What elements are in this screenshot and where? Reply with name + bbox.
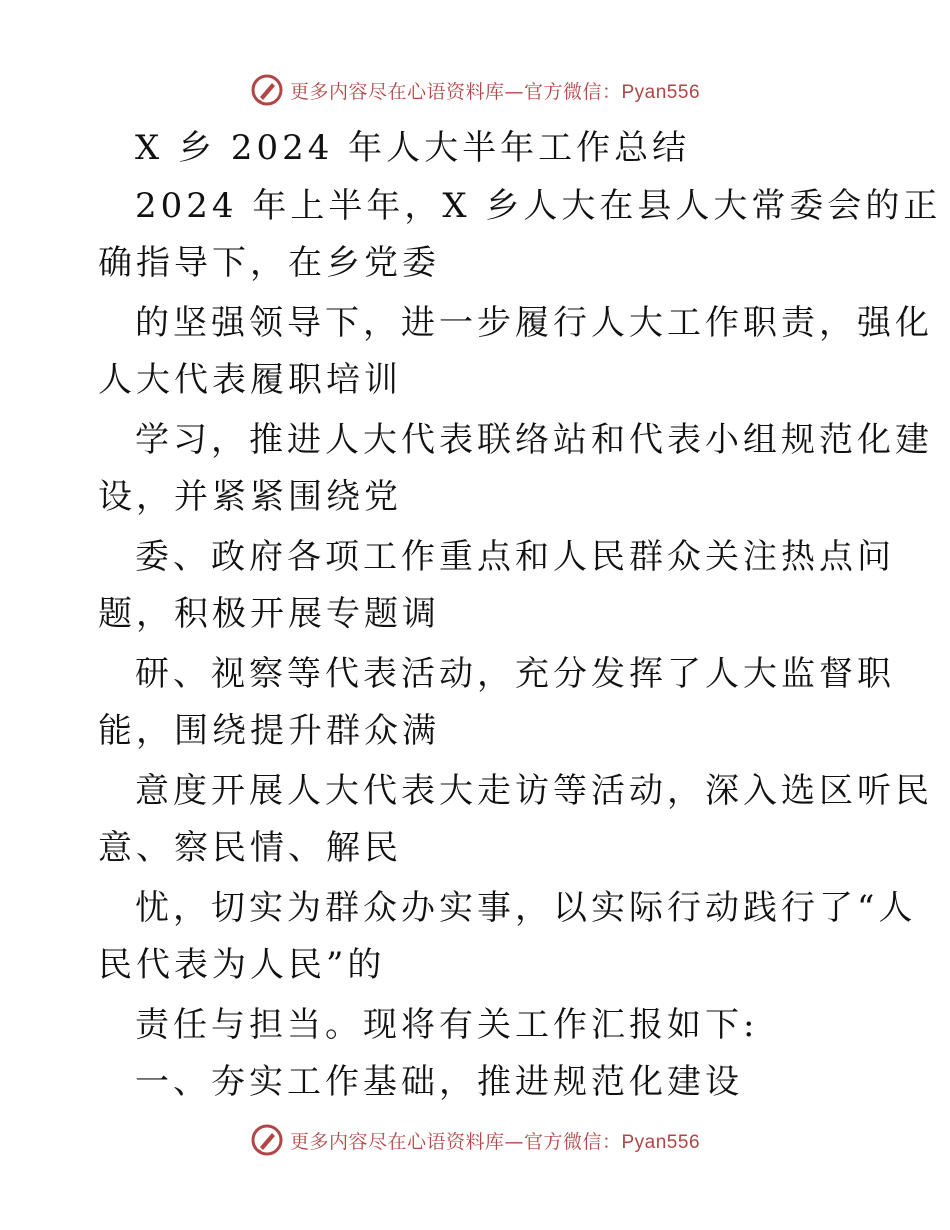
watermark-banner-bottom xyxy=(0,1120,950,1160)
paragraph-line: 委、政府各项工作重点和人民群众关注热点问 xyxy=(135,537,895,577)
paragraph-line: 能，围绕提升群众满 xyxy=(98,711,440,751)
pen-circle-logo-icon xyxy=(250,73,284,107)
paragraph-line: 意、察民情、解民 xyxy=(98,828,402,868)
paragraph-line: 2024 年上半年，X 乡人大在县人大常委会的正 xyxy=(135,186,942,226)
document-title: X 乡 2024 年人大半年工作总结 xyxy=(135,128,691,168)
paragraph-line: 研、视察等代表活动，充分发挥了人大监督职 xyxy=(135,654,895,694)
paragraph-line: 责任与担当。现将有关工作汇报如下: xyxy=(135,1005,759,1045)
paragraph-line: 意度开展人大代表大走访等活动，深入选区听民 xyxy=(135,771,933,811)
watermark-wechat-id: Pyan556 xyxy=(621,1131,701,1153)
paragraph-line: 民代表为人民”的 xyxy=(98,945,386,985)
paragraph-line: 的坚强领导下，进一步履行人大工作职责，强化 xyxy=(135,303,933,343)
paragraph-line: 人大代表履职培训 xyxy=(98,360,402,400)
watermark-text: 更多内容尽在心语资料库—官方微信： xyxy=(289,80,622,103)
section-heading: 一、夯实工作基础，推进规范化建设 xyxy=(135,1062,743,1102)
paragraph-line: 学习，推进人大代表联络站和代表小组规范化建 xyxy=(135,420,933,460)
pen-circle-logo-icon xyxy=(250,1123,284,1157)
paragraph-line: 设，并紧紧围绕党 xyxy=(98,477,402,517)
paragraph-line: 题，积极开展专题调 xyxy=(98,594,440,634)
paragraph-line: 忧，切实为群众办实事，以实际行动践行了“人 xyxy=(135,888,917,928)
paragraph-line: 确指导下，在乡党委 xyxy=(98,243,440,283)
watermark-wechat-id: Pyan556 xyxy=(621,81,701,103)
watermark-banner-top xyxy=(0,70,950,110)
watermark-text: 更多内容尽在心语资料库—官方微信： xyxy=(289,1130,622,1153)
